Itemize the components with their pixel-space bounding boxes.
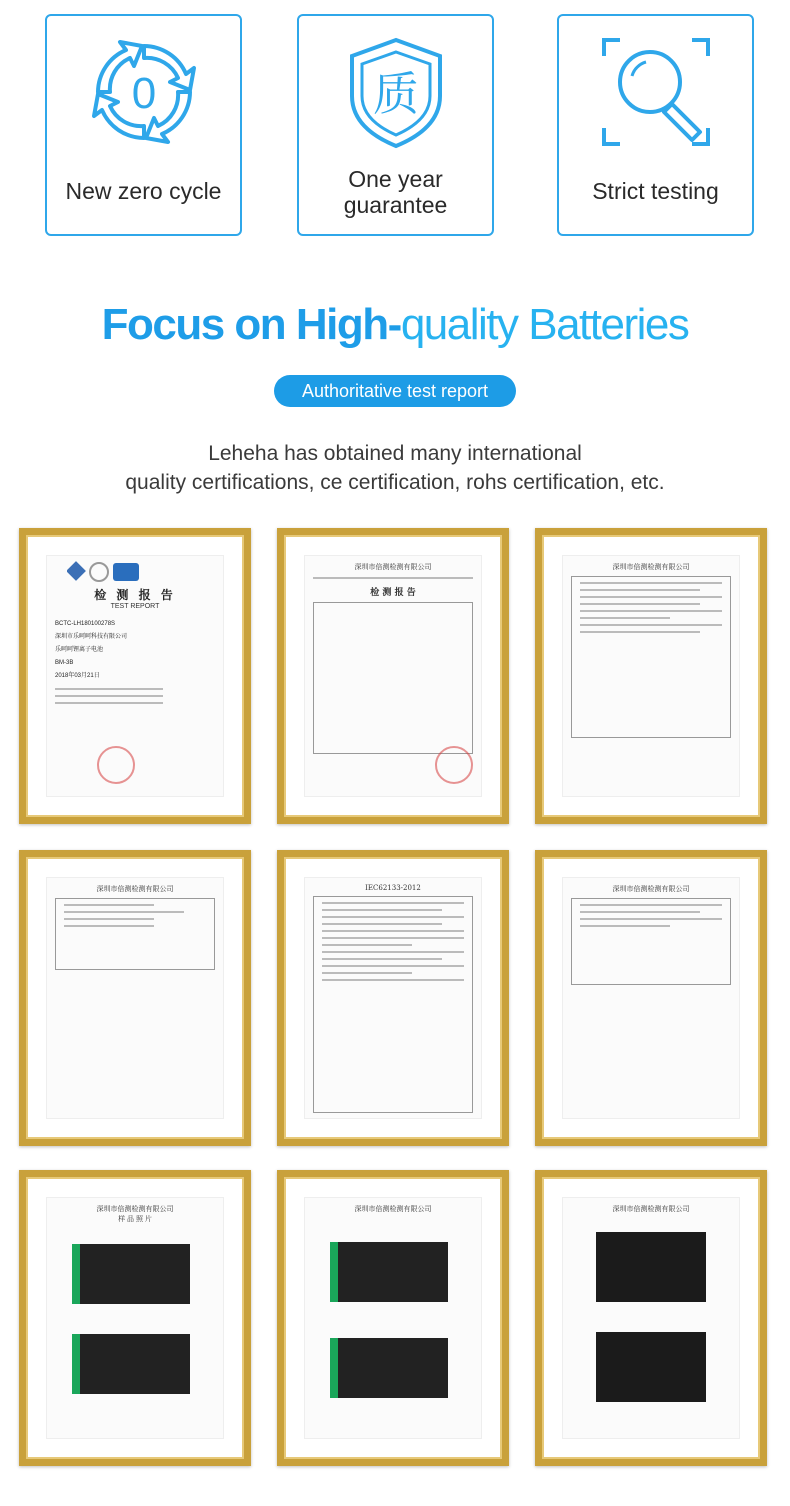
report-page xyxy=(304,555,482,797)
photo-page xyxy=(46,1197,224,1439)
certificate-frame xyxy=(277,528,509,824)
description-line1: Leheha has obtained many international xyxy=(208,442,582,465)
feature-label-line2: guarantee xyxy=(343,192,448,218)
report-header: 深圳市倍测检测有限公司 xyxy=(612,563,690,571)
svg-text:质: 质 xyxy=(372,67,419,121)
headline-light: quality Batteries xyxy=(400,300,689,349)
report-page xyxy=(562,555,740,797)
feature-one-year-guarantee xyxy=(297,14,494,236)
report-header: 深圳市倍测检测有限公司 xyxy=(96,885,174,893)
report-table xyxy=(313,602,473,754)
battery-photo xyxy=(80,1334,190,1394)
report-header: 深圳市倍测检测有限公司 xyxy=(354,563,432,571)
quality-seal-icon xyxy=(336,32,456,152)
description-line2: quality certifications, ce certification, rohs certification, etc. xyxy=(125,471,665,494)
description xyxy=(0,439,790,497)
report-badge: Authoritative test report xyxy=(274,375,516,407)
cover-model: BM-3B xyxy=(55,660,74,666)
cover-title-en: TEST REPORT xyxy=(110,603,160,610)
cnas-logo xyxy=(47,556,223,582)
cover-company: 深圳市乐呵呵科技有限公司 xyxy=(55,634,128,640)
battery-photo xyxy=(596,1232,706,1302)
photo-page xyxy=(562,1197,740,1439)
cover-product: 乐呵呵锂离子电池 xyxy=(55,647,104,653)
report-table xyxy=(313,896,473,1113)
certificate-frame xyxy=(535,850,767,1146)
battery-photo xyxy=(80,1244,190,1304)
zero-cycle-icon xyxy=(84,32,204,152)
feature-new-zero-cycle xyxy=(45,14,242,236)
cover-date: 2018年03月21日 xyxy=(55,673,100,679)
report-header: 深圳市倍测检测有限公司 xyxy=(612,1205,690,1213)
feature-label-line1: One year xyxy=(348,166,443,192)
report-table xyxy=(571,576,731,738)
report-header: 深圳市倍测检测有限公司 xyxy=(354,1205,432,1213)
feature-strict-testing xyxy=(557,14,754,236)
certificate-frame xyxy=(535,1170,767,1466)
battery-photo xyxy=(338,1242,448,1302)
battery-photo xyxy=(338,1338,448,1398)
certificate-frame xyxy=(19,850,251,1146)
cover-code: BCTC-LH180100278S xyxy=(55,621,116,627)
report-header: 深圳市倍测检测有限公司 xyxy=(612,885,690,893)
photo-page xyxy=(304,1197,482,1439)
svg-text:0: 0 xyxy=(131,69,156,118)
cover-title-cn: 检 测 报 告 xyxy=(94,588,176,602)
report-header: 深圳市倍测检测有限公司 xyxy=(96,1205,174,1213)
report-cover xyxy=(46,555,224,797)
seal-stamp xyxy=(435,746,473,784)
report-page xyxy=(562,877,740,1119)
certificate-frame xyxy=(277,1170,509,1466)
certificate-frame xyxy=(535,528,767,824)
feature-label: New zero cycle xyxy=(65,178,222,204)
headline-bold: Focus on High- xyxy=(101,300,401,349)
headline xyxy=(0,300,790,350)
feature-label: Strict testing xyxy=(592,178,719,204)
certificate-frame xyxy=(19,1170,251,1466)
report-table xyxy=(571,898,731,985)
report-page xyxy=(304,877,482,1119)
certificate-frame xyxy=(19,528,251,824)
report-table xyxy=(55,898,215,970)
magnifier-icon xyxy=(596,32,716,152)
report-title: 检 测 报 告 xyxy=(370,588,416,598)
feature-label xyxy=(299,166,492,218)
seal-stamp xyxy=(97,746,135,784)
battery-photo xyxy=(596,1332,706,1402)
report-page xyxy=(46,877,224,1119)
certificate-frame xyxy=(277,850,509,1146)
report-standard: IEC62133-2012 xyxy=(365,884,421,892)
photo-header: 样 品 照 片 xyxy=(118,1216,152,1223)
